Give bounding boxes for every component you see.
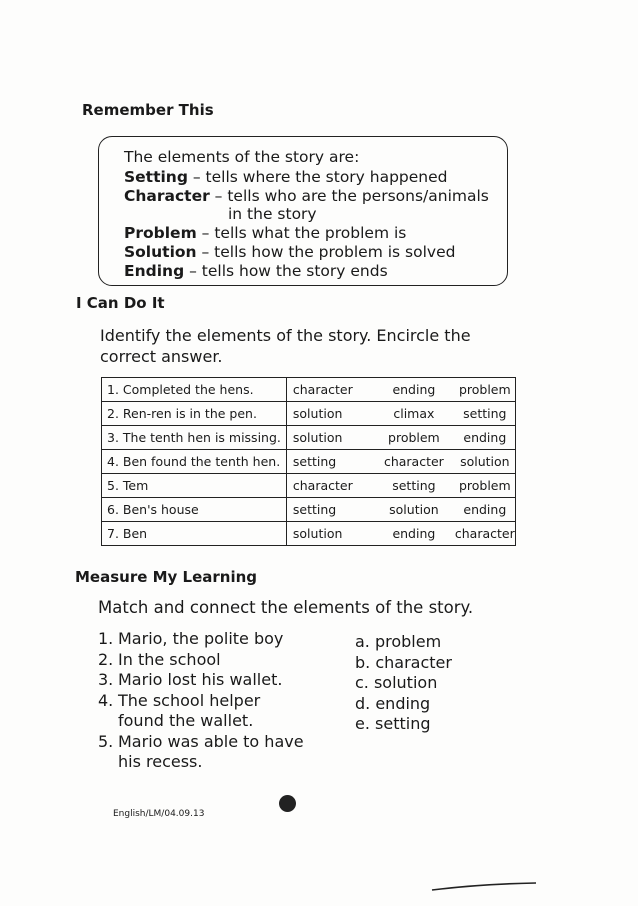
- answer-option[interactable]: setting: [292, 502, 337, 517]
- can-do-instruction: Identify the elements of the story. Encircle the correct answer.: [100, 326, 471, 366]
- matching-right-list: [355, 632, 555, 735]
- answer-option[interactable]: setting: [292, 454, 337, 469]
- list-item[interactable]: [98, 691, 308, 732]
- answer-option[interactable]: character: [454, 526, 515, 541]
- table-row: [102, 402, 516, 426]
- options-cell: [286, 498, 515, 522]
- element-setting: Setting – tells where the story happened: [124, 168, 448, 186]
- element-character: Character – tells who are the persons/animals: [124, 187, 489, 205]
- item-cell: 2. Ren-ren is in the pen.: [102, 402, 287, 426]
- options-cell: [286, 474, 515, 498]
- answer-option[interactable]: character: [292, 478, 353, 493]
- answer-option[interactable]: solution: [460, 454, 510, 469]
- item-number: 2.: [98, 649, 114, 669]
- options-cell: [286, 426, 515, 450]
- elements-intro: The elements of the story are:: [124, 148, 360, 166]
- can-do-heading: I Can Do It: [76, 294, 165, 312]
- answer-option[interactable]: setting: [463, 406, 507, 421]
- item-text: Mario was able to have his recess.: [118, 731, 304, 771]
- answer-option[interactable]: problem: [388, 430, 440, 445]
- list-item[interactable]: e. setting: [355, 714, 431, 733]
- answer-option[interactable]: ending: [463, 502, 507, 517]
- list-item[interactable]: c. solution: [355, 673, 438, 692]
- story-elements-table: [101, 377, 516, 546]
- answer-option[interactable]: ending: [463, 430, 507, 445]
- list-item[interactable]: [98, 629, 308, 650]
- item-cell: 3. The tenth hen is missing.: [102, 426, 287, 450]
- element-ending: Ending – tells how the story ends: [124, 262, 388, 280]
- list-item[interactable]: b. character: [355, 652, 452, 672]
- answer-option[interactable]: ending: [392, 526, 436, 541]
- options-cell: [286, 402, 515, 426]
- item-number: 1.: [98, 629, 114, 648]
- matching-left-list: [98, 629, 308, 773]
- answer-option[interactable]: solution: [292, 526, 343, 541]
- answer-option[interactable]: solution: [292, 430, 343, 445]
- table-row: [102, 498, 516, 522]
- pen-stroke: [430, 880, 540, 894]
- table-row: [102, 522, 516, 546]
- list-item[interactable]: [98, 732, 308, 773]
- item-text: Mario, the polite boy: [118, 629, 284, 648]
- footer-code: English/LM/04.09.13: [113, 809, 205, 819]
- answer-option[interactable]: character: [292, 382, 353, 397]
- answer-option[interactable]: problem: [458, 382, 511, 397]
- item-text: Mario lost his wallet.: [118, 670, 283, 689]
- item-text: The school helper found the wallet.: [118, 690, 261, 730]
- options-cell: [286, 378, 515, 402]
- element-character-cont: in the story: [228, 205, 317, 223]
- element-solution: Solution – tells how the problem is solved: [124, 243, 456, 261]
- page-dot: [279, 795, 296, 812]
- table-row: [102, 426, 516, 450]
- options-cell: [286, 522, 515, 546]
- item-cell: 4. Ben found the tenth hen.: [102, 450, 287, 474]
- answer-option[interactable]: problem: [458, 478, 511, 493]
- item-cell: 6. Ben's house: [102, 498, 287, 522]
- table-row: [102, 474, 516, 498]
- answer-option[interactable]: ending: [392, 382, 436, 397]
- element-problem: Problem – tells what the problem is: [124, 224, 407, 242]
- answer-option[interactable]: climax: [393, 406, 435, 421]
- answer-option[interactable]: solution: [389, 502, 439, 517]
- item-cell: 7. Ben: [102, 522, 287, 546]
- answer-option[interactable]: setting: [392, 478, 436, 493]
- list-item[interactable]: a. problem: [355, 632, 442, 651]
- measure-instruction: Match and connect the elements of the story.: [98, 598, 474, 617]
- table-row: [102, 378, 516, 402]
- table-row: [102, 450, 516, 474]
- item-number: 4.: [98, 690, 114, 710]
- remember-heading: Remember This: [82, 101, 214, 119]
- item-cell: 5. Tem: [102, 474, 287, 498]
- answer-option[interactable]: character: [383, 454, 444, 469]
- item-number: 3.: [98, 670, 114, 689]
- answer-option[interactable]: solution: [292, 406, 343, 421]
- item-number: 5.: [98, 731, 114, 751]
- measure-heading: Measure My Learning: [75, 568, 258, 586]
- item-text: In the school: [118, 649, 221, 669]
- list-item[interactable]: [98, 650, 308, 671]
- list-item[interactable]: d. ending: [355, 693, 431, 713]
- item-cell: 1. Completed the hens.: [102, 378, 287, 402]
- list-item[interactable]: [98, 670, 308, 691]
- options-cell: [286, 450, 515, 474]
